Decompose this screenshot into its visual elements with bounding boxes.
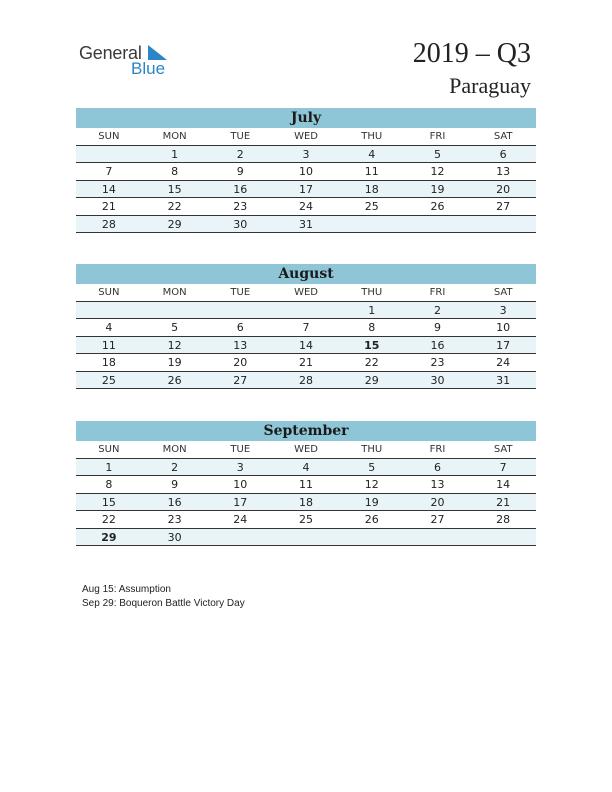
day-cell — [470, 529, 536, 546]
weekday-header-row — [76, 441, 536, 459]
day-cell: 1 — [105, 460, 113, 474]
day-cell: 2 — [236, 147, 244, 161]
day-cell: 4 — [368, 147, 376, 161]
day-cell: 28 — [101, 217, 116, 231]
day-cell: 13 — [233, 338, 248, 352]
day-cell: 31 — [496, 373, 511, 387]
generalblue-logo — [79, 41, 189, 81]
weekday-label: FRI — [429, 444, 446, 455]
day-cell: 7 — [302, 321, 310, 334]
day-cell: 8 — [171, 165, 179, 178]
day-cell — [273, 302, 339, 319]
day-cell: 8 — [368, 321, 376, 334]
day-cell: 12 — [364, 478, 379, 491]
weekday-label: SAT — [493, 287, 513, 298]
week-row — [76, 459, 536, 477]
weekday-label: THU — [361, 287, 383, 298]
day-cell: 27 — [430, 513, 445, 526]
day-cell: 16 — [233, 182, 248, 196]
weekday-label: SUN — [98, 444, 120, 455]
day-cell: 6 — [499, 147, 507, 161]
day-cell: 17 — [496, 338, 511, 352]
day-cell: 17 — [233, 495, 248, 509]
day-cell: 5 — [368, 460, 376, 474]
day-cell: 4 — [302, 460, 310, 474]
weekday-label: SAT — [493, 131, 513, 142]
day-cell: 21 — [496, 495, 511, 509]
week-row — [76, 511, 536, 529]
day-cell — [273, 529, 339, 546]
day-cell: 23 — [167, 513, 182, 526]
day-cell: 14 — [101, 182, 116, 196]
weekday-label: WED — [294, 131, 318, 142]
day-cell — [207, 302, 273, 319]
day-cell — [405, 529, 471, 546]
day-cell: 16 — [167, 495, 182, 509]
day-cell — [405, 216, 471, 233]
day-cell: 18 — [364, 182, 379, 196]
holiday-note: Sep 29: Boqueron Battle Victory Day — [82, 598, 245, 609]
day-cell: 26 — [430, 200, 445, 213]
weekday-label: MON — [162, 131, 187, 142]
day-cell: 20 — [430, 495, 445, 509]
day-cell: 21 — [299, 356, 314, 369]
day-cell: 11 — [364, 165, 379, 178]
day-cell — [339, 216, 405, 233]
day-cell: 15 — [364, 338, 380, 352]
day-cell: 30 — [233, 217, 248, 231]
week-row — [76, 494, 536, 512]
day-cell: 10 — [299, 165, 314, 178]
weekday-label: THU — [361, 444, 383, 455]
month-header: September — [76, 421, 536, 441]
day-cell: 2 — [433, 303, 441, 317]
day-cell: 22 — [167, 200, 182, 213]
day-cell: 26 — [364, 513, 379, 526]
week-row — [76, 146, 536, 164]
day-cell: 5 — [171, 321, 179, 334]
day-cell: 3 — [236, 460, 244, 474]
country-name: Paraguay — [449, 73, 531, 98]
week-row — [76, 529, 536, 547]
weekday-label: MON — [162, 287, 187, 298]
day-cell: 27 — [496, 200, 511, 213]
day-cell: 15 — [101, 495, 116, 509]
logo-text-blue: Blue — [131, 59, 166, 78]
day-cell: 25 — [101, 373, 116, 387]
day-cell: 29 — [101, 530, 117, 544]
weekday-label: TUE — [230, 444, 251, 455]
week-row — [76, 319, 536, 337]
day-cell: 2 — [171, 460, 179, 474]
weekday-header-row — [76, 284, 536, 302]
weekday-label: WED — [294, 287, 318, 298]
month-header: August — [76, 264, 536, 284]
day-cell: 25 — [364, 200, 379, 213]
day-cell: 8 — [105, 478, 113, 491]
day-cell — [207, 529, 273, 546]
day-cell: 19 — [167, 356, 182, 369]
day-cell: 30 — [430, 373, 445, 387]
day-cell: 20 — [233, 356, 248, 369]
holiday-notes — [82, 583, 245, 611]
day-cell: 7 — [499, 460, 507, 474]
day-cell — [339, 529, 405, 546]
weekday-label: MON — [162, 444, 187, 455]
page-title: 2019 – Q3 — [412, 38, 531, 69]
day-cell: 10 — [496, 321, 511, 334]
month-calendar-august — [76, 264, 536, 389]
holiday-note: Aug 15: Assumption — [82, 584, 171, 595]
day-cell: 29 — [364, 373, 379, 387]
day-cell: 28 — [299, 373, 314, 387]
day-cell: 9 — [236, 165, 244, 178]
day-cell: 27 — [233, 373, 248, 387]
day-cell: 19 — [364, 495, 379, 509]
day-cell: 11 — [101, 338, 116, 352]
week-row — [76, 181, 536, 199]
week-row — [76, 163, 536, 181]
day-cell: 18 — [299, 495, 314, 509]
weekday-header-row — [76, 128, 536, 146]
weekday-label: WED — [294, 444, 318, 455]
week-row — [76, 198, 536, 216]
day-cell: 1 — [368, 303, 376, 317]
weekday-label: FRI — [429, 287, 446, 298]
day-cell: 24 — [496, 356, 511, 369]
day-cell: 7 — [105, 165, 113, 178]
weekday-label: THU — [361, 131, 383, 142]
day-cell: 3 — [302, 147, 310, 161]
day-cell — [142, 302, 208, 319]
day-cell: 22 — [364, 356, 379, 369]
day-cell: 17 — [299, 182, 314, 196]
day-cell: 30 — [167, 530, 182, 544]
day-cell: 20 — [496, 182, 511, 196]
logo-text-general: General — [79, 43, 142, 63]
weekday-label: SUN — [98, 131, 120, 142]
day-cell: 1 — [171, 147, 179, 161]
day-cell: 14 — [496, 478, 511, 491]
day-cell: 24 — [299, 200, 314, 213]
day-cell: 16 — [430, 338, 445, 352]
day-cell: 9 — [433, 321, 441, 334]
day-cell: 5 — [433, 147, 441, 161]
weekday-label: SUN — [98, 287, 120, 298]
day-cell: 21 — [101, 200, 116, 213]
week-row — [76, 372, 536, 390]
weekday-label: FRI — [429, 131, 446, 142]
day-cell: 22 — [101, 513, 116, 526]
month-header: July — [76, 108, 536, 128]
day-cell: 9 — [171, 478, 179, 491]
day-cell: 23 — [233, 200, 248, 213]
weekday-label: TUE — [230, 131, 251, 142]
day-cell: 13 — [496, 165, 511, 178]
month-calendar-september — [76, 421, 536, 546]
day-cell: 4 — [105, 321, 113, 334]
day-cell — [76, 146, 142, 163]
week-row — [76, 337, 536, 355]
day-cell: 15 — [167, 182, 182, 196]
week-row — [76, 302, 536, 320]
week-row — [76, 216, 536, 234]
day-cell: 31 — [299, 217, 314, 231]
day-cell: 18 — [101, 356, 116, 369]
day-cell: 19 — [430, 182, 445, 196]
week-row — [76, 476, 536, 494]
day-cell: 26 — [167, 373, 182, 387]
day-cell: 23 — [430, 356, 445, 369]
day-cell — [470, 216, 536, 233]
day-cell: 10 — [233, 478, 248, 491]
weekday-label: TUE — [230, 287, 251, 298]
day-cell: 11 — [299, 478, 314, 491]
week-row — [76, 354, 536, 372]
day-cell: 29 — [167, 217, 182, 231]
day-cell: 24 — [233, 513, 248, 526]
day-cell: 12 — [430, 165, 445, 178]
month-calendar-july — [76, 108, 536, 233]
day-cell: 25 — [299, 513, 314, 526]
day-cell: 12 — [167, 338, 182, 352]
day-cell: 13 — [430, 478, 445, 491]
day-cell: 6 — [433, 460, 441, 474]
day-cell: 6 — [236, 321, 244, 334]
day-cell: 3 — [499, 303, 507, 317]
day-cell — [76, 302, 142, 319]
day-cell: 28 — [496, 513, 511, 526]
weekday-label: SAT — [493, 444, 513, 455]
day-cell: 14 — [299, 338, 314, 352]
